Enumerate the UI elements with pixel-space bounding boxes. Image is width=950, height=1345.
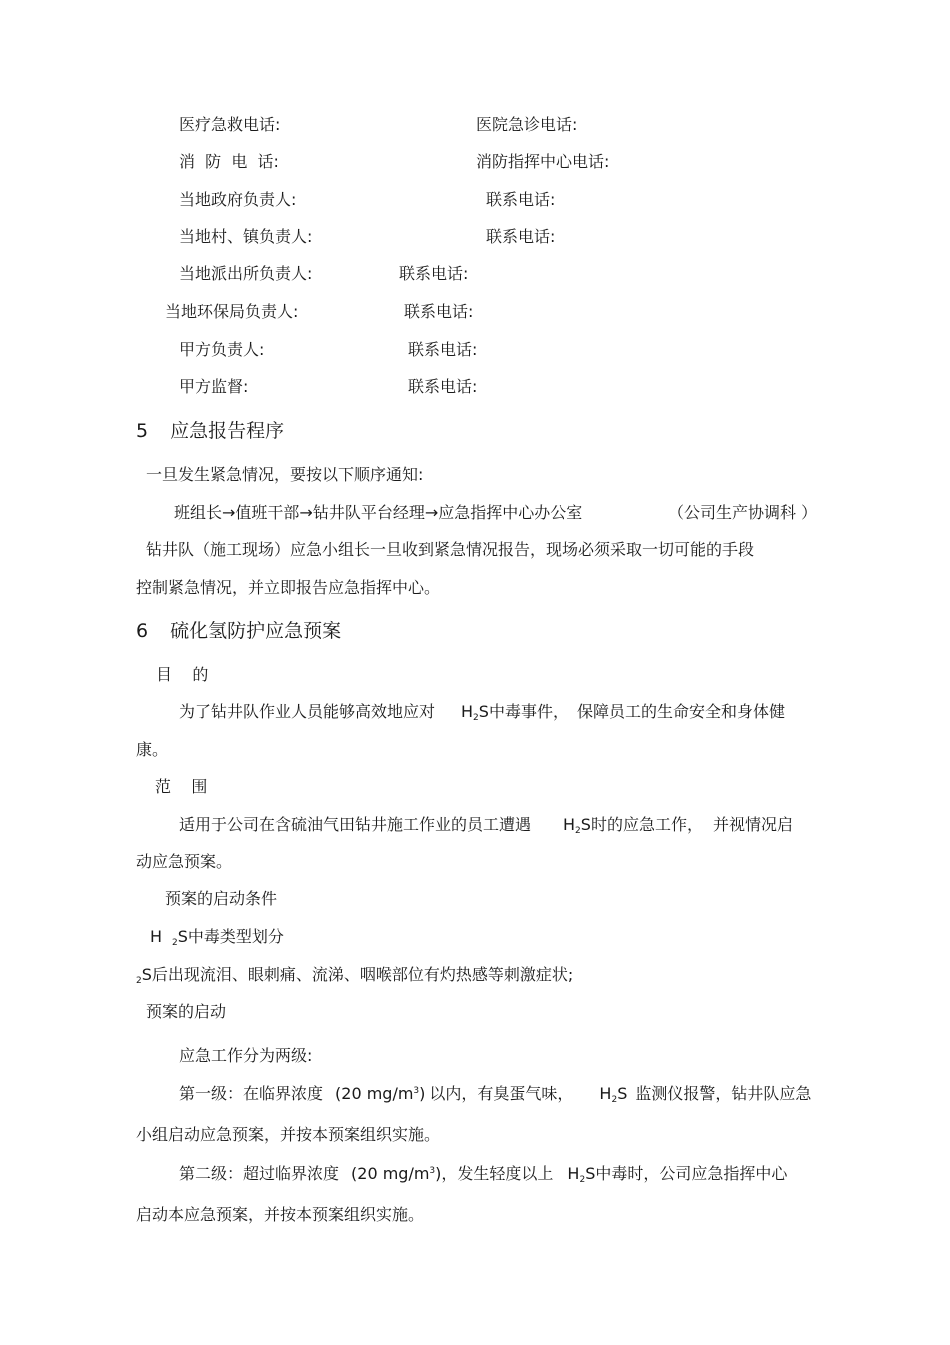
scope-line1: 适用于公司在含硫油气田钻井施工作业的员工遭遇 $H_2S$时的应急工作， 并视情况启 — [179, 815, 793, 836]
env-phone-label: 联系电话: — [404, 302, 474, 321]
scope-label: 范 围 — [155, 777, 208, 796]
supervisor-phone-label: 联系电话: — [408, 377, 478, 396]
client-supervisor-label: 甲方监督: — [179, 377, 249, 396]
level-1-line2: 小组启动应急预案，并按本预案组织实施。 — [136, 1125, 441, 1144]
scope-line2: 动应急预案。 — [136, 852, 233, 871]
startup-label: 预案的启动 — [146, 1002, 227, 1021]
village-head-label: 当地村、镇负责人: — [179, 227, 313, 246]
poison-type-heading: H $_2$S中毒类型划分 — [150, 927, 284, 948]
client-head-label: 甲方负责人: — [179, 340, 265, 359]
section-5-para-line2: 控制紧急情况，并立即报告应急指挥中心。 — [136, 578, 441, 597]
gov-phone-label: 联系电话: — [486, 190, 556, 209]
notification-chain: 班组长→值班干部→钻井队平台经理→应急指挥中心办公室 — [174, 503, 583, 522]
purpose-label: 目 的 — [156, 665, 209, 684]
medical-emergency-label: 医疗急救电话: — [179, 115, 281, 134]
fire-label: 消 防 电 话: — [179, 152, 279, 171]
client-phone-label: 联系电话: — [408, 340, 478, 359]
village-phone-label: 联系电话: — [486, 227, 556, 246]
police-head-label: 当地派出所负责人: — [179, 264, 313, 283]
env-head-label: 当地环保局负责人: — [165, 302, 299, 321]
gov-head-label: 当地政府负责人: — [179, 190, 297, 209]
section-5-title: 应急报告程序 — [170, 420, 285, 442]
purpose-line2: 康。 — [136, 740, 169, 759]
level-2-line1: 第二级：超过临界浓度 (20 $mg/m^3$)，发生轻度以上 $H_2S$中毒时，公司应急指挥中心 — [179, 1164, 788, 1185]
section-5-heading — [136, 419, 284, 443]
hospital-er-label: 医院急诊电话: — [476, 115, 578, 134]
section-5-para-line1: 钻井队（施工现场）应急小组长一旦收到紧急情况报告，现场必须采取一切可能的手段 — [146, 540, 755, 559]
levels-intro: 应急工作分为两级: — [179, 1046, 313, 1065]
fire-command-label: 消防指挥中心电话: — [476, 152, 610, 171]
section-6-number: 6 — [136, 620, 149, 642]
purpose-line1: 为了钻井队作业人员能够高效地应对 $H_2S$中毒事件， 保障员工的生命安全和身体健 — [179, 702, 785, 723]
police-phone-label: 联系电话: — [399, 264, 469, 283]
section-6-title: 硫化氢防护应急预案 — [170, 620, 342, 642]
section-5-intro: 一旦发生紧急情况，要按以下顺序通知: — [146, 465, 424, 484]
section-5-number: 5 — [136, 420, 149, 442]
conditions-label: 预案的启动条件 — [165, 889, 278, 908]
symptoms-line: $_2$S后出现流泪、眼刺痛、流涕、咽喉部位有灼热感等刺激症状; — [136, 965, 574, 986]
notification-chain-note: （公司生产协调科 ） — [668, 503, 818, 522]
level-1-line1: 第一级：在临界浓度 (20 $mg/m^3$) 以内，有臭蛋气味， $H_2S$ 监测仪报警，钻井队应急 — [179, 1084, 812, 1105]
section-6-heading — [136, 619, 341, 643]
level-2-line2: 启动本应急预案，并按本预案组织实施。 — [136, 1205, 425, 1224]
